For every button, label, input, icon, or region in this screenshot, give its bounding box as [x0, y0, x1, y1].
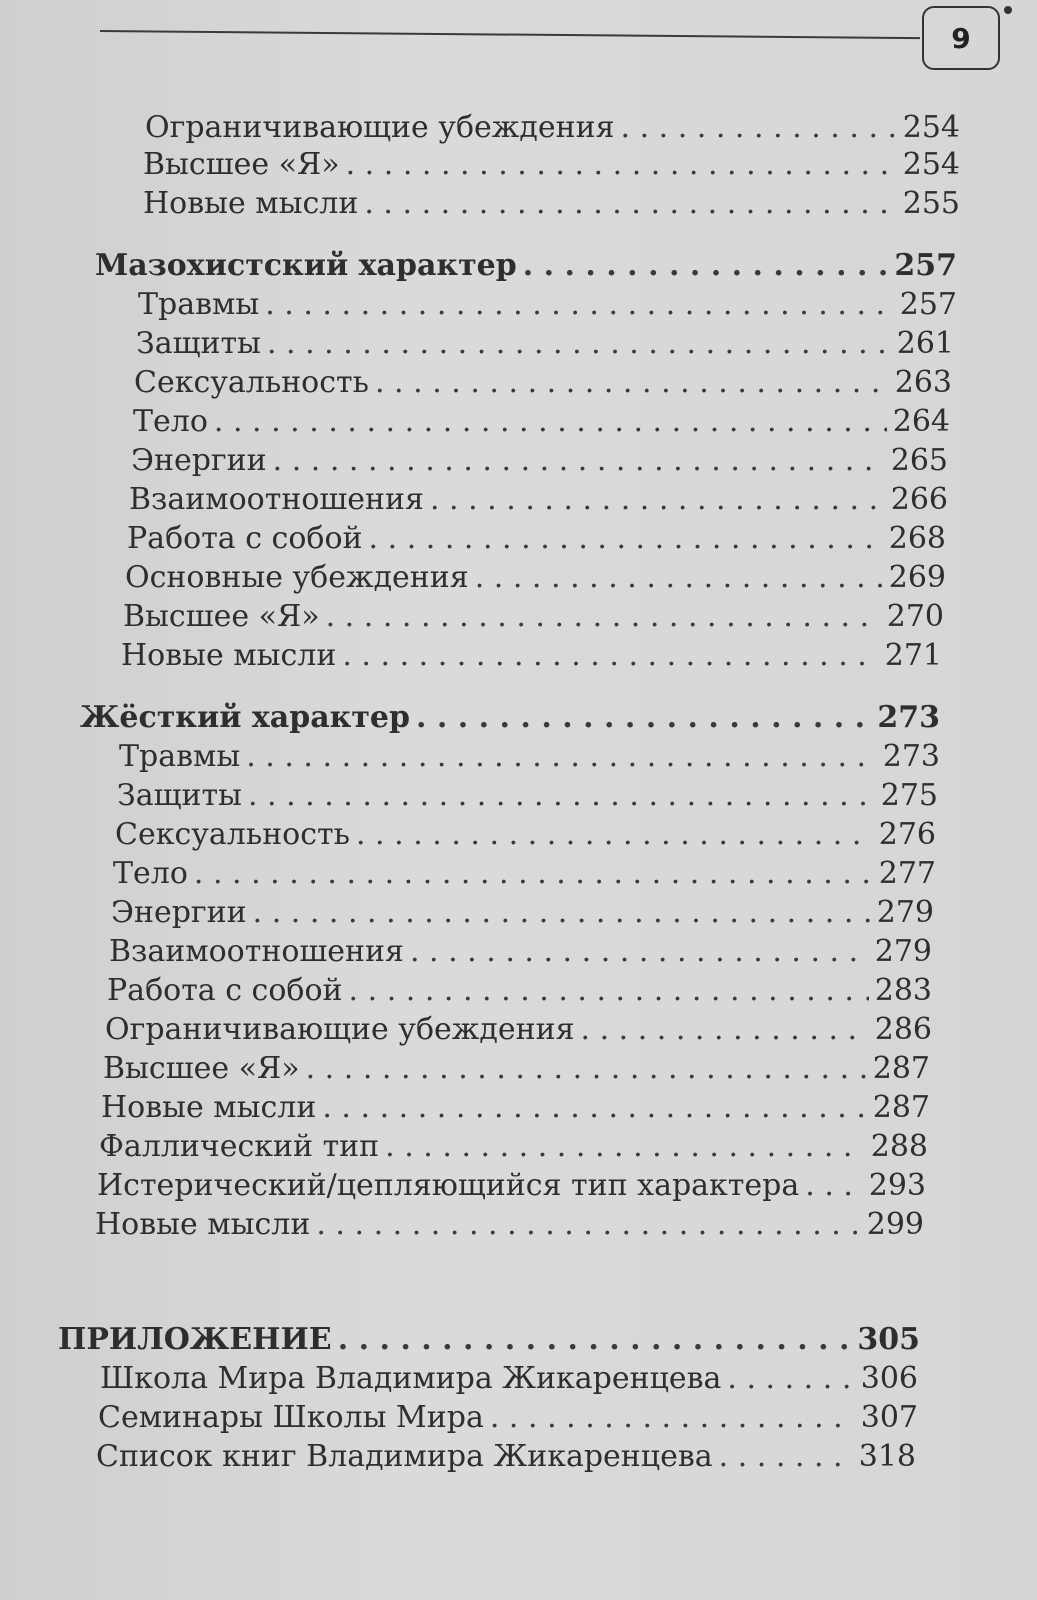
toc-entry-title: Истерический/цепляющийся тип характера	[97, 1168, 800, 1203]
toc-entry	[129, 482, 948, 518]
toc-entry	[125, 560, 946, 596]
dot-leader	[322, 1090, 866, 1126]
toc-entry-page: 318	[858, 1439, 916, 1474]
dot-leader	[214, 404, 887, 440]
toc-entry-page: 287	[872, 1090, 930, 1125]
toc-entry-page: 265	[890, 443, 948, 478]
toc-section	[95, 248, 957, 284]
toc-entry-title: Ограничивающие убеждения	[145, 110, 615, 145]
toc-entry	[109, 934, 932, 970]
dot-leader	[273, 443, 885, 479]
page-number: 9	[922, 6, 1000, 70]
toc-entry	[133, 404, 950, 440]
toc-entry-page: 266	[890, 482, 948, 517]
toc-entry-title: Высшее «Я»	[143, 147, 340, 182]
toc-entry-title: Основные убеждения	[125, 560, 469, 595]
toc-entry-page: 268	[888, 521, 946, 556]
toc-entry-title: Новые мысли	[143, 186, 359, 221]
toc-entry-title: Сексуальность	[115, 817, 350, 852]
toc-entry	[115, 817, 936, 853]
dot-leader	[385, 1129, 865, 1165]
toc-entry-page: 279	[874, 934, 932, 969]
toc-entry-page: 271	[884, 638, 942, 673]
toc-entry-page: 275	[880, 778, 938, 813]
toc-entry-page: 279	[876, 895, 934, 930]
dot-leader	[621, 110, 897, 146]
toc-entry	[134, 365, 952, 401]
toc-entry	[98, 1400, 918, 1436]
dot-leader	[416, 700, 871, 736]
dot-leader	[369, 521, 883, 557]
toc-entry-title: Энергии	[111, 895, 247, 930]
dot-leader	[727, 1361, 854, 1397]
toc-entry-title: Список книг Владимира Жикаренцева	[96, 1439, 713, 1474]
toc-entry-title: Травмы	[119, 739, 241, 774]
toc-entry	[107, 973, 932, 1009]
toc-entry-title: Мазохистский характер	[95, 248, 517, 283]
dot-leader	[253, 895, 871, 931]
toc-entry-page: 264	[892, 404, 950, 439]
dot-leader	[523, 248, 889, 284]
toc-section	[80, 700, 940, 736]
toc-entry-title: Высшее «Я»	[103, 1051, 300, 1086]
header-dot-mark	[1004, 6, 1012, 14]
toc-entry	[103, 1051, 930, 1087]
toc-entry	[138, 287, 957, 323]
dot-leader	[349, 973, 869, 1009]
toc-entry-title: Школа Мира Владимира Жикаренцева	[100, 1361, 722, 1396]
toc-entry-page: 286	[874, 1012, 932, 1047]
toc-entry	[131, 443, 948, 479]
toc-entry	[119, 739, 940, 775]
toc-entry-title: Защиты	[117, 778, 242, 813]
dot-leader	[346, 147, 897, 183]
dot-leader	[194, 856, 873, 892]
toc-entry-page: 270	[886, 599, 944, 634]
toc-entry	[145, 110, 960, 146]
toc-entry-title: Взаимоотношения	[129, 482, 424, 517]
dot-leader	[475, 560, 883, 596]
toc-entry	[105, 1012, 932, 1048]
toc-entry-page: 269	[888, 560, 946, 595]
dot-leader	[326, 599, 881, 635]
dot-leader	[364, 186, 896, 222]
toc-entry-title: Новые мысли	[95, 1207, 311, 1242]
dot-leader	[248, 778, 875, 814]
toc-entry-page: 273	[877, 700, 940, 735]
toc-entry-page: 305	[857, 1322, 920, 1357]
toc-entry-page: 254	[902, 147, 960, 182]
dot-leader	[375, 365, 889, 401]
toc-entry-page: 257	[894, 248, 957, 283]
header-rule	[100, 30, 920, 39]
toc-entry	[101, 1090, 930, 1126]
dot-leader	[267, 326, 891, 362]
toc-entry-title: Взаимоотношения	[109, 934, 404, 969]
toc-entry	[95, 1207, 924, 1243]
toc-entry-page: 257	[899, 287, 957, 322]
toc-entry-page: 283	[874, 973, 932, 1008]
toc-entry-page: 261	[896, 326, 954, 361]
dot-leader	[719, 1439, 853, 1475]
dot-leader	[410, 934, 869, 970]
toc-entry	[127, 521, 946, 557]
toc-entry-title: Жёсткий характер	[80, 700, 410, 735]
toc-entry-page: 288	[870, 1129, 928, 1164]
toc-entry	[99, 1129, 928, 1165]
dot-leader	[805, 1168, 862, 1204]
toc-entry-title: ПРИЛОЖЕНИЕ	[58, 1322, 332, 1357]
toc-entry	[100, 1361, 918, 1397]
dot-leader	[490, 1400, 855, 1436]
toc-entry-title: Фаллический тип	[99, 1129, 380, 1164]
toc-entry-title: Ограничивающие убеждения	[105, 1012, 575, 1047]
toc-entry-page: 263	[894, 365, 952, 400]
toc-entry	[123, 599, 944, 635]
toc-entry-title: Тело	[133, 404, 208, 439]
toc-entry	[97, 1168, 926, 1204]
toc-entry	[113, 856, 936, 892]
toc-entry-page: 254	[902, 110, 960, 145]
dot-leader	[338, 1322, 852, 1358]
dot-leader	[265, 287, 894, 323]
toc-entry-title: Сексуальность	[134, 365, 369, 400]
toc-entry	[111, 895, 934, 931]
toc-entry-title: Работа с собой	[127, 521, 363, 556]
toc-entry-title: Энергии	[131, 443, 267, 478]
toc-entry-page: 255	[902, 186, 960, 221]
dot-leader	[316, 1207, 860, 1243]
toc-section	[58, 1322, 920, 1358]
toc-entry-page: 293	[868, 1168, 926, 1203]
dot-leader	[581, 1012, 869, 1048]
toc-entry-title: Новые мысли	[121, 638, 337, 673]
toc-entry-page: 273	[882, 739, 940, 774]
toc-entry-title: Новые мысли	[101, 1090, 317, 1125]
toc-entry	[136, 326, 954, 362]
toc-entry	[143, 186, 960, 222]
toc-entry-page: 299	[866, 1207, 924, 1242]
dot-leader	[356, 817, 873, 853]
toc-entry-title: Тело	[113, 856, 188, 891]
toc-entry-title: Семинары Школы Мира	[98, 1400, 484, 1435]
toc-entry-title: Работа с собой	[107, 973, 343, 1008]
toc-entry-title: Защиты	[136, 326, 261, 361]
toc-entry	[143, 147, 960, 183]
dot-leader	[306, 1051, 867, 1087]
toc-entry-page: 276	[878, 817, 936, 852]
toc-entry-title: Высшее «Я»	[123, 599, 320, 634]
toc-entry-page: 306	[860, 1361, 918, 1396]
toc-entry-title: Травмы	[138, 287, 260, 322]
toc-entry	[96, 1439, 916, 1475]
toc-entry-page: 307	[860, 1400, 918, 1435]
dot-leader	[342, 638, 878, 674]
toc-entry-page: 287	[872, 1051, 930, 1086]
toc-entry	[117, 778, 938, 814]
dot-leader	[246, 739, 877, 775]
toc-entry	[121, 638, 942, 674]
dot-leader	[430, 482, 885, 518]
toc-entry-page: 277	[878, 856, 936, 891]
